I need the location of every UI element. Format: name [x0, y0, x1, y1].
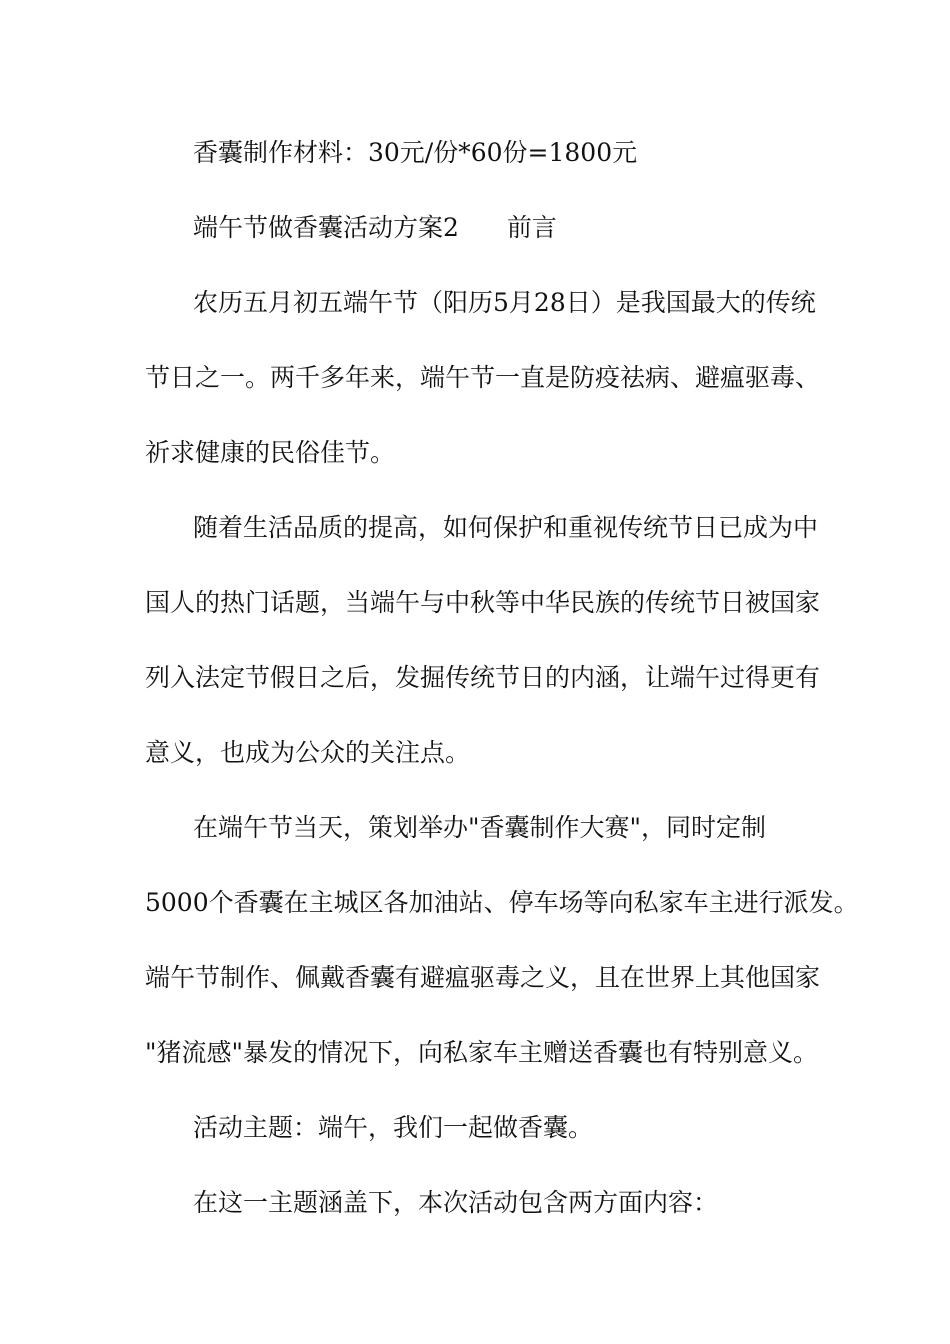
- text-line: 农历五月初五端午节（阳历5月28日）是我国最大的传统: [193, 288, 816, 317]
- text-line: 列入法定节假日之后，发掘传统节日的内涵，让端午过得更有: [145, 663, 821, 692]
- section-heading: [193, 211, 873, 245]
- text-line: 意义，也成为公众的关注点。: [145, 738, 471, 767]
- section-title: 端午节做香囊活动方案2: [193, 213, 459, 242]
- section-subtitle: 前言: [506, 213, 557, 242]
- text-line: "猪流感"暴发的情况下，向私家车主赠送香囊也有特别意义。: [145, 1038, 819, 1067]
- text-line: 香囊制作材料：30元/份*60份=1800元: [193, 138, 638, 167]
- text-line: 节日之一。两千多年来，端午节一直是防疫祛病、避瘟驱毒、: [145, 363, 821, 392]
- text-line: 随着生活品质的提高，如何保护和重视传统节日已成为中: [193, 513, 819, 542]
- text-line: 5000个香囊在主城区各加油站、停车场等向私家车主进行派发。: [145, 888, 859, 917]
- text-line: 国人的热门话题，当端午与中秋等中华民族的传统节日被国家: [145, 588, 821, 617]
- text-line: 在端午节当天，策划举办"香囊制作大赛"，同时定制: [193, 813, 767, 842]
- text-line: 端午节制作、佩戴香囊有避瘟驱毒之义，且在世界上其他国家: [145, 963, 821, 992]
- text-line: 祈求健康的民俗佳节。: [145, 438, 396, 467]
- text-line: 在这一主题涵盖下，本次活动包含两方面内容：: [193, 1188, 719, 1217]
- text-line: 活动主题：端午，我们一起做香囊。: [193, 1113, 594, 1142]
